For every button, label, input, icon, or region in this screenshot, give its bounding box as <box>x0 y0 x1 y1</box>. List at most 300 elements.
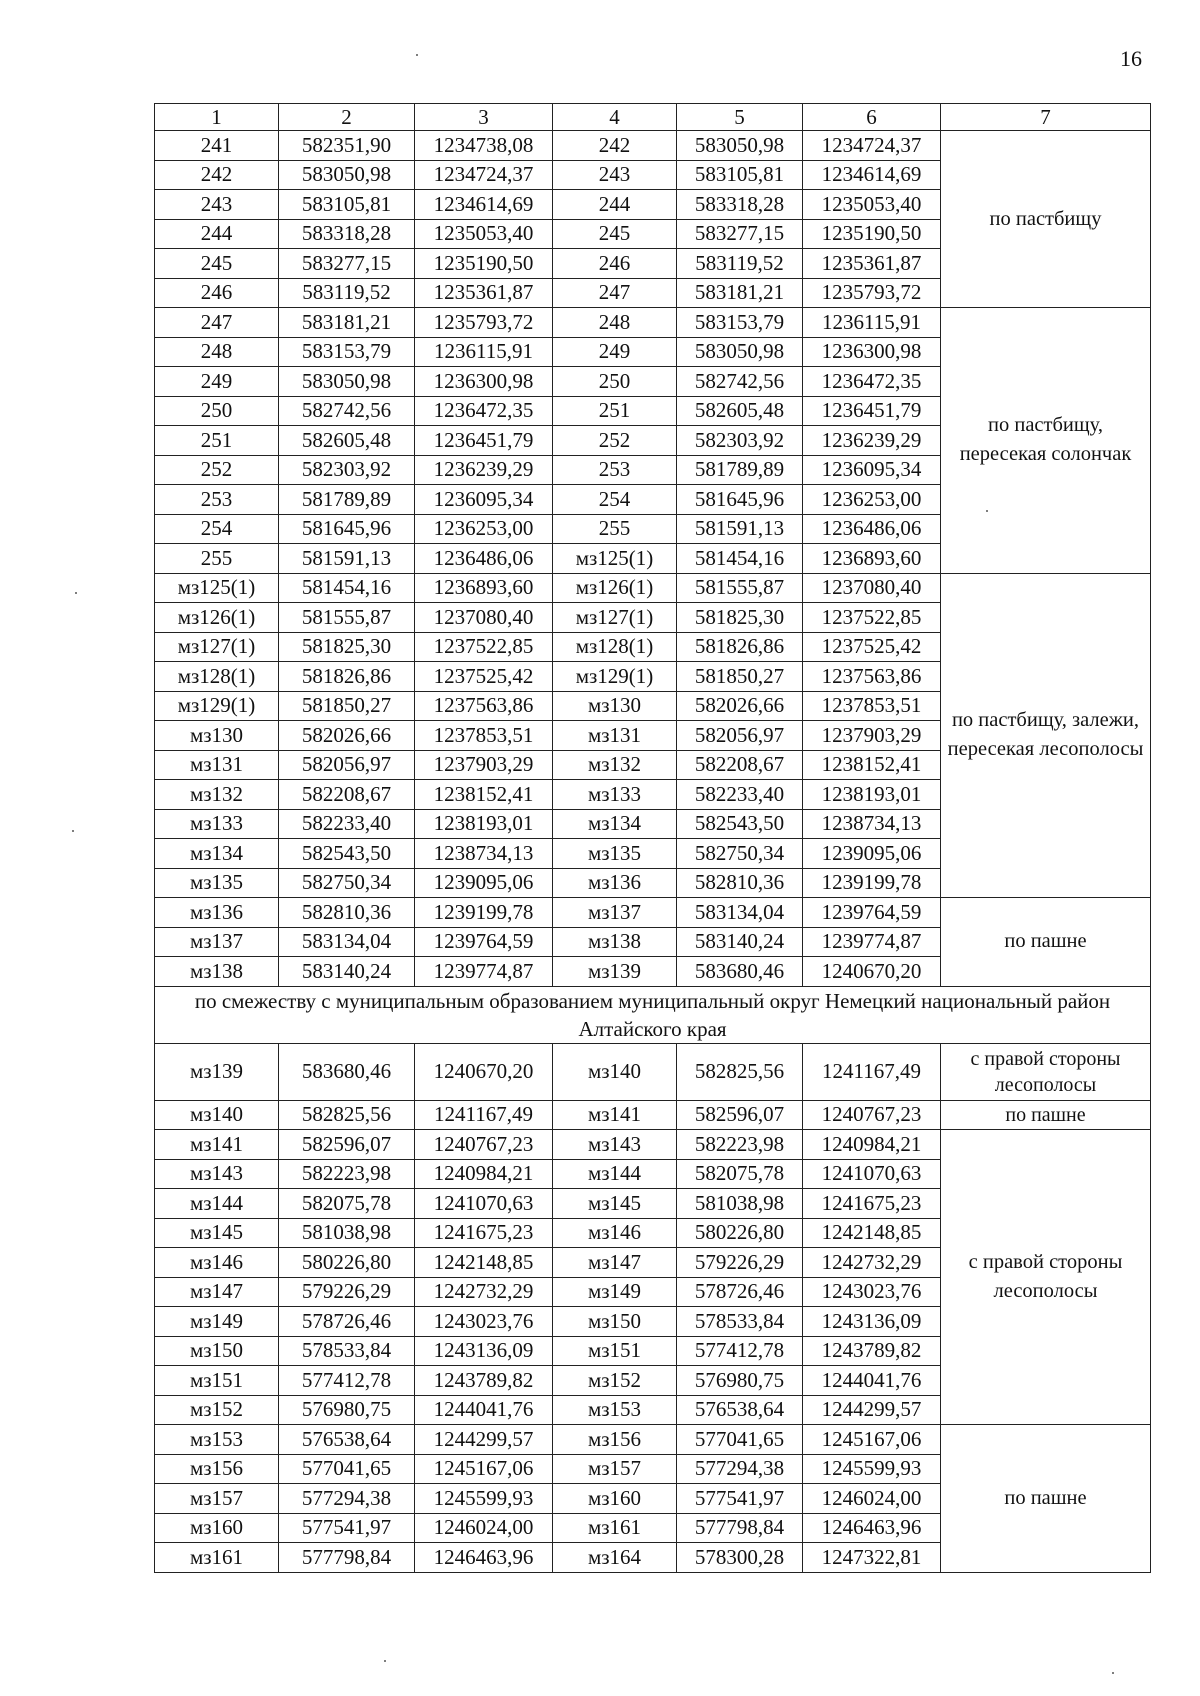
x-from-cell: 583134,04 <box>279 927 415 957</box>
y-from-cell: 1238152,41 <box>415 780 553 810</box>
y-to-cell: 1237522,85 <box>803 603 941 633</box>
y-to-cell: 1235361,87 <box>803 249 941 279</box>
point-from-cell: 246 <box>155 278 279 308</box>
point-to-cell: мз137 <box>553 898 677 928</box>
boundary-description-cell: по пастбищу, пересекая солончак <box>941 308 1151 574</box>
x-to-cell: 582605,48 <box>677 396 803 426</box>
y-to-cell: 1235053,40 <box>803 190 941 220</box>
x-from-cell: 583181,21 <box>279 308 415 338</box>
point-to-cell: мз144 <box>553 1159 677 1189</box>
point-from-cell: мз150 <box>155 1336 279 1366</box>
x-to-cell: 582750,34 <box>677 839 803 869</box>
x-from-cell: 583050,98 <box>279 160 415 190</box>
y-from-cell: 1234614,69 <box>415 190 553 220</box>
x-to-cell: 582026,66 <box>677 691 803 721</box>
x-from-cell: 582026,66 <box>279 721 415 751</box>
x-from-cell: 581789,89 <box>279 485 415 515</box>
y-to-cell: 1242732,29 <box>803 1248 941 1278</box>
table-row <box>155 573 1151 603</box>
y-to-cell: 1246463,96 <box>803 1513 941 1543</box>
y-from-cell: 1244041,76 <box>415 1395 553 1425</box>
y-to-cell: 1245167,06 <box>803 1425 941 1455</box>
x-from-cell: 582750,34 <box>279 868 415 898</box>
point-from-cell: мз134 <box>155 839 279 869</box>
y-to-cell: 1246024,00 <box>803 1484 941 1514</box>
boundary-description-cell: с правой стороны лесополосы <box>941 1043 1151 1100</box>
point-from-cell: мз147 <box>155 1277 279 1307</box>
y-to-cell: 1245599,93 <box>803 1454 941 1484</box>
y-from-cell: 1242732,29 <box>415 1277 553 1307</box>
y-from-cell: 1242148,85 <box>415 1248 553 1278</box>
y-to-cell: 1236239,29 <box>803 426 941 456</box>
x-to-cell: 582543,50 <box>677 809 803 839</box>
point-from-cell: 252 <box>155 455 279 485</box>
y-from-cell: 1239199,78 <box>415 898 553 928</box>
point-to-cell: мз151 <box>553 1336 677 1366</box>
y-to-cell: 1236115,91 <box>803 308 941 338</box>
x-from-cell: 581825,30 <box>279 632 415 662</box>
table-row <box>155 1425 1151 1455</box>
y-to-cell: 1237903,29 <box>803 721 941 751</box>
x-to-cell: 581826,86 <box>677 632 803 662</box>
point-from-cell: 253 <box>155 485 279 515</box>
point-to-cell: мз160 <box>553 1484 677 1514</box>
y-from-cell: 1236893,60 <box>415 573 553 603</box>
section-heading: по смежеству с муниципальным образованием муниципальный округ Немецкий национальный район Алтайского края <box>155 986 1151 1043</box>
y-from-cell: 1244299,57 <box>415 1425 553 1455</box>
table-row <box>155 1100 1151 1130</box>
point-to-cell: 248 <box>553 308 677 338</box>
y-from-cell: 1236095,34 <box>415 485 553 515</box>
point-from-cell: мз136 <box>155 898 279 928</box>
x-from-cell: 581454,16 <box>279 573 415 603</box>
point-to-cell: мз128(1) <box>553 632 677 662</box>
y-from-cell: 1236300,98 <box>415 367 553 397</box>
point-to-cell: мз153 <box>553 1395 677 1425</box>
point-to-cell: мз131 <box>553 721 677 751</box>
table-row <box>155 308 1151 338</box>
point-from-cell: 251 <box>155 426 279 456</box>
y-from-cell: 1237525,42 <box>415 662 553 692</box>
point-to-cell: мз125(1) <box>553 544 677 574</box>
point-to-cell: мз145 <box>553 1189 677 1219</box>
boundary-description-cell: по пашне <box>941 898 1151 987</box>
x-to-cell: 581850,27 <box>677 662 803 692</box>
point-from-cell: мз146 <box>155 1248 279 1278</box>
y-to-cell: 1236253,00 <box>803 485 941 515</box>
x-from-cell: 582543,50 <box>279 839 415 869</box>
y-from-cell: 1246463,96 <box>415 1543 553 1573</box>
y-from-cell: 1246024,00 <box>415 1513 553 1543</box>
point-from-cell: мз139 <box>155 1043 279 1100</box>
point-from-cell: 255 <box>155 544 279 574</box>
page-number: 16 <box>1120 46 1142 71</box>
y-from-cell: 1245599,93 <box>415 1484 553 1514</box>
x-to-cell: 583105,81 <box>677 160 803 190</box>
point-from-cell: 254 <box>155 514 279 544</box>
y-to-cell: 1238734,13 <box>803 809 941 839</box>
point-from-cell: мз138 <box>155 957 279 987</box>
y-to-cell: 1243136,09 <box>803 1307 941 1337</box>
x-from-cell: 581645,96 <box>279 514 415 544</box>
y-to-cell: 1240984,21 <box>803 1130 941 1160</box>
y-to-cell: 1239199,78 <box>803 868 941 898</box>
point-to-cell: 252 <box>553 426 677 456</box>
boundary-coordinates-table <box>154 103 1151 1573</box>
y-from-cell: 1243136,09 <box>415 1336 553 1366</box>
x-to-cell: 582056,97 <box>677 721 803 751</box>
x-from-cell: 582596,07 <box>279 1130 415 1160</box>
y-from-cell: 1237853,51 <box>415 721 553 751</box>
y-to-cell: 1236300,98 <box>803 337 941 367</box>
y-to-cell: 1247322,81 <box>803 1543 941 1573</box>
table-header-row <box>155 104 1151 131</box>
boundary-description-cell: с правой стороны лесополосы <box>941 1130 1151 1425</box>
point-to-cell: мз132 <box>553 750 677 780</box>
y-from-cell: 1237903,29 <box>415 750 553 780</box>
point-to-cell: мз126(1) <box>553 573 677 603</box>
x-to-cell: 577041,65 <box>677 1425 803 1455</box>
section-row <box>155 986 1151 1043</box>
boundary-description-cell: по пашне <box>941 1425 1151 1573</box>
x-from-cell: 578726,46 <box>279 1307 415 1337</box>
x-to-cell: 576538,64 <box>677 1395 803 1425</box>
point-from-cell: мз129(1) <box>155 691 279 721</box>
x-from-cell: 583277,15 <box>279 249 415 279</box>
point-to-cell: мз157 <box>553 1454 677 1484</box>
point-to-cell: мз138 <box>553 927 677 957</box>
point-from-cell: мз145 <box>155 1218 279 1248</box>
point-from-cell: мз140 <box>155 1100 279 1130</box>
point-from-cell: 241 <box>155 131 279 161</box>
y-to-cell: 1234614,69 <box>803 160 941 190</box>
x-from-cell: 577294,38 <box>279 1484 415 1514</box>
y-to-cell: 1237080,40 <box>803 573 941 603</box>
boundary-description-cell: по пастбищу, залежи, пересекая лесополосы <box>941 573 1151 898</box>
y-to-cell: 1242148,85 <box>803 1218 941 1248</box>
x-from-cell: 581555,87 <box>279 603 415 633</box>
x-to-cell: 581645,96 <box>677 485 803 515</box>
y-from-cell: 1236451,79 <box>415 426 553 456</box>
y-from-cell: 1237563,86 <box>415 691 553 721</box>
x-to-cell: 579226,29 <box>677 1248 803 1278</box>
x-to-cell: 583119,52 <box>677 249 803 279</box>
y-from-cell: 1235361,87 <box>415 278 553 308</box>
scan-speck <box>384 1660 386 1662</box>
y-to-cell: 1236095,34 <box>803 455 941 485</box>
x-to-cell: 581591,13 <box>677 514 803 544</box>
point-to-cell: 243 <box>553 160 677 190</box>
y-to-cell: 1239095,06 <box>803 839 941 869</box>
point-to-cell: мз149 <box>553 1277 677 1307</box>
x-to-cell: 583050,98 <box>677 337 803 367</box>
y-from-cell: 1239095,06 <box>415 868 553 898</box>
point-to-cell: мз139 <box>553 957 677 987</box>
scan-speck <box>1112 1672 1114 1674</box>
point-from-cell: мз160 <box>155 1513 279 1543</box>
x-from-cell: 581038,98 <box>279 1218 415 1248</box>
x-from-cell: 580226,80 <box>279 1248 415 1278</box>
x-to-cell: 582208,67 <box>677 750 803 780</box>
point-from-cell: мз143 <box>155 1159 279 1189</box>
y-from-cell: 1240984,21 <box>415 1159 553 1189</box>
point-from-cell: мз125(1) <box>155 573 279 603</box>
x-from-cell: 579226,29 <box>279 1277 415 1307</box>
point-from-cell: мз130 <box>155 721 279 751</box>
x-to-cell: 582223,98 <box>677 1130 803 1160</box>
y-from-cell: 1236115,91 <box>415 337 553 367</box>
point-from-cell: мз135 <box>155 868 279 898</box>
x-from-cell: 582605,48 <box>279 426 415 456</box>
scan-speck <box>986 510 988 512</box>
x-to-cell: 583140,24 <box>677 927 803 957</box>
point-to-cell: 255 <box>553 514 677 544</box>
x-from-cell: 576538,64 <box>279 1425 415 1455</box>
point-to-cell: 242 <box>553 131 677 161</box>
x-from-cell: 581826,86 <box>279 662 415 692</box>
y-from-cell: 1241070,63 <box>415 1189 553 1219</box>
x-from-cell: 577412,78 <box>279 1366 415 1396</box>
point-from-cell: 248 <box>155 337 279 367</box>
point-from-cell: 249 <box>155 367 279 397</box>
point-from-cell: мз152 <box>155 1395 279 1425</box>
point-to-cell: мз141 <box>553 1100 677 1130</box>
x-from-cell: 583050,98 <box>279 367 415 397</box>
y-to-cell: 1240670,20 <box>803 957 941 987</box>
point-from-cell: мз156 <box>155 1454 279 1484</box>
column-header: 7 <box>941 104 1151 131</box>
y-to-cell: 1234724,37 <box>803 131 941 161</box>
point-to-cell: 244 <box>553 190 677 220</box>
point-to-cell: 246 <box>553 249 677 279</box>
x-from-cell: 582810,36 <box>279 898 415 928</box>
y-from-cell: 1243789,82 <box>415 1366 553 1396</box>
column-header: 2 <box>279 104 415 131</box>
x-from-cell: 582825,56 <box>279 1100 415 1130</box>
x-to-cell: 583277,15 <box>677 219 803 249</box>
y-to-cell: 1241167,49 <box>803 1043 941 1100</box>
point-from-cell: мз153 <box>155 1425 279 1455</box>
column-header: 6 <box>803 104 941 131</box>
x-to-cell: 582303,92 <box>677 426 803 456</box>
point-from-cell: мз151 <box>155 1366 279 1396</box>
y-to-cell: 1236486,06 <box>803 514 941 544</box>
point-from-cell: мз144 <box>155 1189 279 1219</box>
point-to-cell: мз143 <box>553 1130 677 1160</box>
y-to-cell: 1240767,23 <box>803 1100 941 1130</box>
y-to-cell: 1237853,51 <box>803 691 941 721</box>
point-to-cell: мз147 <box>553 1248 677 1278</box>
y-to-cell: 1243023,76 <box>803 1277 941 1307</box>
point-to-cell: мз152 <box>553 1366 677 1396</box>
table-row <box>155 131 1151 161</box>
x-from-cell: 582303,92 <box>279 455 415 485</box>
y-from-cell: 1236472,35 <box>415 396 553 426</box>
x-to-cell: 582075,78 <box>677 1159 803 1189</box>
y-to-cell: 1238193,01 <box>803 780 941 810</box>
x-to-cell: 577412,78 <box>677 1336 803 1366</box>
x-from-cell: 582233,40 <box>279 809 415 839</box>
point-to-cell: 247 <box>553 278 677 308</box>
y-from-cell: 1236253,00 <box>415 514 553 544</box>
point-to-cell: мз140 <box>553 1043 677 1100</box>
column-header: 4 <box>553 104 677 131</box>
y-to-cell: 1239764,59 <box>803 898 941 928</box>
point-to-cell: мз164 <box>553 1543 677 1573</box>
x-to-cell: 581454,16 <box>677 544 803 574</box>
x-from-cell: 577541,97 <box>279 1513 415 1543</box>
x-to-cell: 576980,75 <box>677 1366 803 1396</box>
x-to-cell: 581555,87 <box>677 573 803 603</box>
y-to-cell: 1241070,63 <box>803 1159 941 1189</box>
x-to-cell: 581038,98 <box>677 1189 803 1219</box>
point-from-cell: мз128(1) <box>155 662 279 692</box>
boundary-description-cell: по пастбищу <box>941 131 1151 308</box>
point-from-cell: 242 <box>155 160 279 190</box>
y-from-cell: 1237522,85 <box>415 632 553 662</box>
point-from-cell: мз157 <box>155 1484 279 1514</box>
y-from-cell: 1240670,20 <box>415 1043 553 1100</box>
point-from-cell: мз137 <box>155 927 279 957</box>
point-to-cell: мз136 <box>553 868 677 898</box>
x-from-cell: 578533,84 <box>279 1336 415 1366</box>
x-from-cell: 583105,81 <box>279 190 415 220</box>
y-to-cell: 1239774,87 <box>803 927 941 957</box>
scan-speck <box>75 592 77 594</box>
x-from-cell: 583153,79 <box>279 337 415 367</box>
y-to-cell: 1243789,82 <box>803 1336 941 1366</box>
x-to-cell: 582810,36 <box>677 868 803 898</box>
table-row <box>155 898 1151 928</box>
point-to-cell: мз129(1) <box>553 662 677 692</box>
point-to-cell: 253 <box>553 455 677 485</box>
x-to-cell: 583680,46 <box>677 957 803 987</box>
x-to-cell: 583318,28 <box>677 190 803 220</box>
column-header: 3 <box>415 104 553 131</box>
point-to-cell: мз130 <box>553 691 677 721</box>
point-from-cell: мз132 <box>155 780 279 810</box>
y-to-cell: 1237525,42 <box>803 632 941 662</box>
x-to-cell: 583050,98 <box>677 131 803 161</box>
point-to-cell: 250 <box>553 367 677 397</box>
y-from-cell: 1238193,01 <box>415 809 553 839</box>
x-from-cell: 582075,78 <box>279 1189 415 1219</box>
point-from-cell: мз133 <box>155 809 279 839</box>
point-to-cell: мз134 <box>553 809 677 839</box>
column-header: 1 <box>155 104 279 131</box>
x-from-cell: 581850,27 <box>279 691 415 721</box>
point-from-cell: мз127(1) <box>155 632 279 662</box>
x-to-cell: 583181,21 <box>677 278 803 308</box>
y-from-cell: 1234738,08 <box>415 131 553 161</box>
point-from-cell: мз126(1) <box>155 603 279 633</box>
x-from-cell: 582742,56 <box>279 396 415 426</box>
point-to-cell: мз161 <box>553 1513 677 1543</box>
point-to-cell: мз135 <box>553 839 677 869</box>
y-from-cell: 1235190,50 <box>415 249 553 279</box>
point-from-cell: 247 <box>155 308 279 338</box>
x-to-cell: 577294,38 <box>677 1454 803 1484</box>
x-to-cell: 583134,04 <box>677 898 803 928</box>
y-from-cell: 1235793,72 <box>415 308 553 338</box>
x-from-cell: 582351,90 <box>279 131 415 161</box>
x-to-cell: 578726,46 <box>677 1277 803 1307</box>
x-to-cell: 582233,40 <box>677 780 803 810</box>
x-to-cell: 577541,97 <box>677 1484 803 1514</box>
x-to-cell: 580226,80 <box>677 1218 803 1248</box>
y-from-cell: 1241675,23 <box>415 1218 553 1248</box>
x-to-cell: 577798,84 <box>677 1513 803 1543</box>
y-from-cell: 1245167,06 <box>415 1454 553 1484</box>
point-to-cell: 254 <box>553 485 677 515</box>
point-from-cell: мз161 <box>155 1543 279 1573</box>
scan-speck <box>416 54 418 56</box>
x-from-cell: 577798,84 <box>279 1543 415 1573</box>
y-to-cell: 1244041,76 <box>803 1366 941 1396</box>
x-from-cell: 577041,65 <box>279 1454 415 1484</box>
y-to-cell: 1238152,41 <box>803 750 941 780</box>
x-from-cell: 581591,13 <box>279 544 415 574</box>
y-from-cell: 1237080,40 <box>415 603 553 633</box>
point-from-cell: 244 <box>155 219 279 249</box>
y-from-cell: 1241167,49 <box>415 1100 553 1130</box>
scan-speck <box>72 830 74 832</box>
boundary-description-cell: по пашне <box>941 1100 1151 1130</box>
y-from-cell: 1239774,87 <box>415 957 553 987</box>
point-to-cell: мз150 <box>553 1307 677 1337</box>
x-from-cell: 583119,52 <box>279 278 415 308</box>
y-to-cell: 1237563,86 <box>803 662 941 692</box>
y-to-cell: 1236451,79 <box>803 396 941 426</box>
x-from-cell: 583680,46 <box>279 1043 415 1100</box>
point-from-cell: 245 <box>155 249 279 279</box>
point-to-cell: мз146 <box>553 1218 677 1248</box>
x-to-cell: 581825,30 <box>677 603 803 633</box>
x-from-cell: 582223,98 <box>279 1159 415 1189</box>
y-from-cell: 1235053,40 <box>415 219 553 249</box>
point-to-cell: 245 <box>553 219 677 249</box>
y-from-cell: 1236239,29 <box>415 455 553 485</box>
x-from-cell: 582056,97 <box>279 750 415 780</box>
point-from-cell: мз149 <box>155 1307 279 1337</box>
y-from-cell: 1238734,13 <box>415 839 553 869</box>
y-to-cell: 1236472,35 <box>803 367 941 397</box>
point-from-cell: мз131 <box>155 750 279 780</box>
x-to-cell: 578300,28 <box>677 1543 803 1573</box>
x-to-cell: 578533,84 <box>677 1307 803 1337</box>
y-to-cell: 1236893,60 <box>803 544 941 574</box>
x-from-cell: 576980,75 <box>279 1395 415 1425</box>
point-to-cell: мз127(1) <box>553 603 677 633</box>
table-row <box>155 1130 1151 1160</box>
y-from-cell: 1239764,59 <box>415 927 553 957</box>
column-header: 5 <box>677 104 803 131</box>
y-to-cell: 1244299,57 <box>803 1395 941 1425</box>
y-from-cell: 1243023,76 <box>415 1307 553 1337</box>
point-to-cell: 251 <box>553 396 677 426</box>
point-from-cell: 243 <box>155 190 279 220</box>
point-to-cell: мз156 <box>553 1425 677 1455</box>
y-to-cell: 1235190,50 <box>803 219 941 249</box>
x-to-cell: 582742,56 <box>677 367 803 397</box>
point-to-cell: мз133 <box>553 780 677 810</box>
x-from-cell: 583318,28 <box>279 219 415 249</box>
y-from-cell: 1236486,06 <box>415 544 553 574</box>
x-to-cell: 581789,89 <box>677 455 803 485</box>
point-to-cell: 249 <box>553 337 677 367</box>
y-from-cell: 1240767,23 <box>415 1130 553 1160</box>
x-from-cell: 583140,24 <box>279 957 415 987</box>
